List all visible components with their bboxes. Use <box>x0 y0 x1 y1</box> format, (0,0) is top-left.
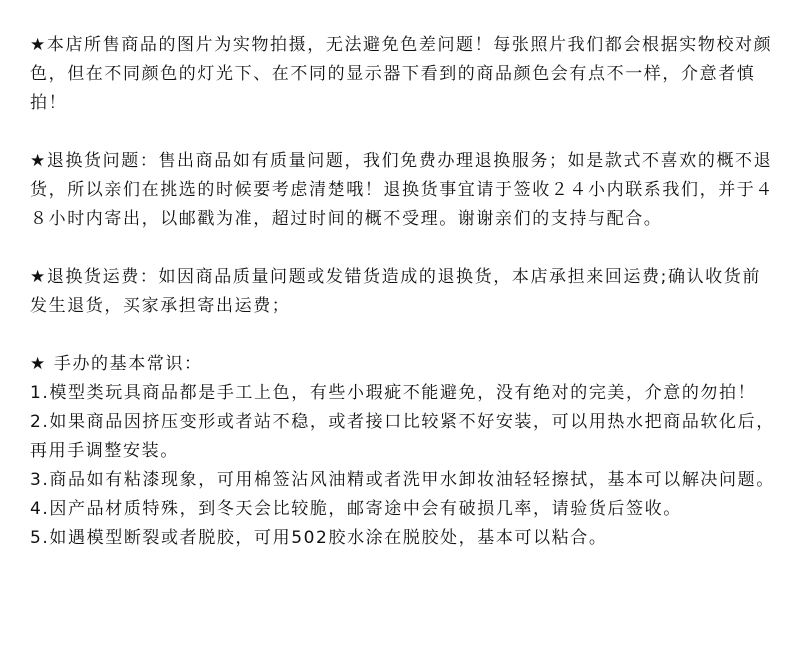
spacer <box>30 118 778 147</box>
return-policy-notice: ★退换货问题：售出商品如有质量问题，我们免费办理退换服务；如是款式不喜欢的概不退货，所以亲们在挑选的时候要考虑清楚哦！退换货事宜请于签收２４小内联系我们，并于４８小时内寄出，以邮戳为准，超过时间的概不受理。谢谢亲们的支持与配合。 <box>30 151 774 229</box>
color-difference-notice: ★本店所售商品的图片为实物拍摄，无法避免色差问题！每张照片我们都会根据实物校对颜色，但在不同颜色的灯光下、在不同的显示器下看到的商品颜色会有点不一样，介意者慎拍！ <box>30 35 773 113</box>
figure-common-sense-section <box>30 350 778 553</box>
spacer <box>30 234 778 263</box>
list-item: 4.因产品材质特殊，到冬天会比较脆，邮寄途中会有破损几率，请验货后签收。 <box>30 499 682 519</box>
spacer <box>30 321 778 350</box>
common-sense-list <box>30 379 778 553</box>
list-item: 2.如果商品因挤压变形或者站不稳，或者接口比较紧不好安装，可以用热水把商品软化后，再用手调整安装。 <box>30 412 775 461</box>
return-shipping-notice: ★退换货运费：如因商品质量问题或发错货造成的退换货，本店承担来回运费;确认收货前发生退货，买家承担寄出运费； <box>30 267 761 316</box>
list-item: 3.商品如有粘漆现象，可用棉签沾风油精或者洗甲水卸妆油轻轻擦拭，基本可以解决问题。 <box>30 470 775 490</box>
list-item: 5.如遇模型断裂或者脱胶，可用502胶水涂在脱胶处，基本可以粘合。 <box>30 528 608 548</box>
common-sense-heading: ★ 手办的基本常识： <box>30 354 203 374</box>
list-item: 1.模型类玩具商品都是手工上色，有些小瑕疵不能避免，没有绝对的完美，介意的勿拍！ <box>30 383 757 403</box>
